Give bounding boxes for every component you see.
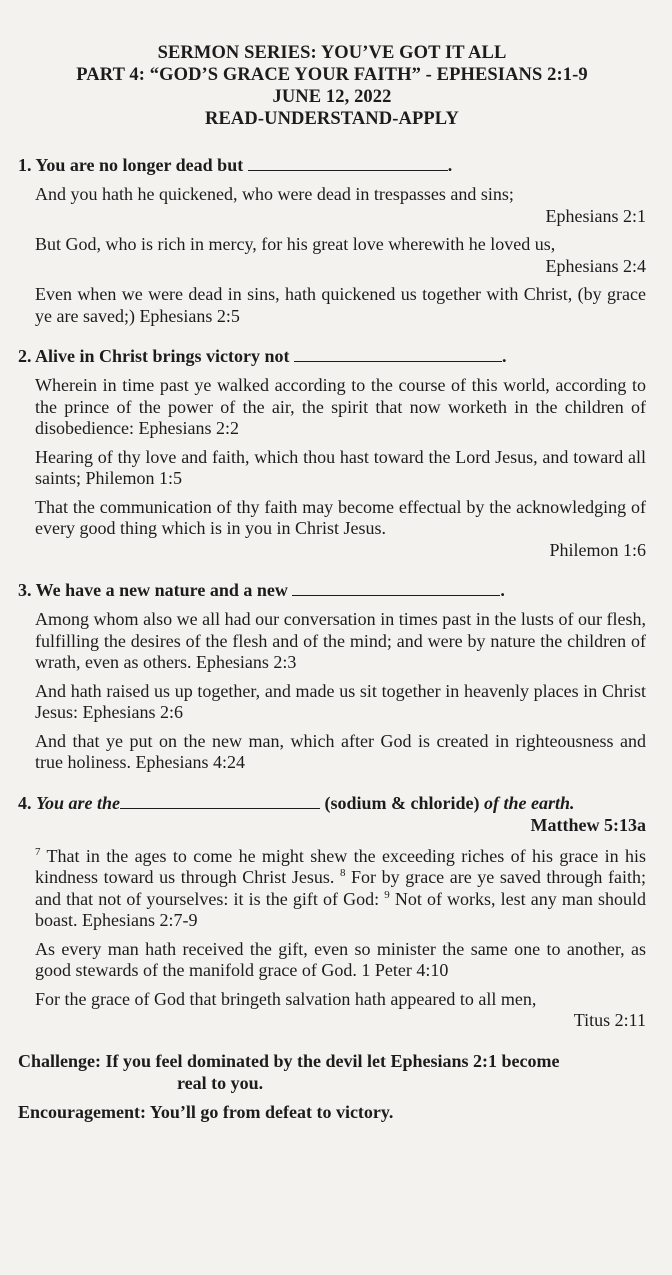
closing	[18, 1050, 646, 1123]
verse-text: As every man hath received the gift, even so minister the same one to another, as good stewards of the manifold grace of God. 1 Peter 4:10	[35, 938, 646, 980]
encouragement: Encouragement: You’ll go from defeat to victory.	[18, 1101, 394, 1122]
verse	[35, 846, 646, 932]
period: .	[447, 155, 453, 175]
verse	[35, 234, 646, 277]
verse-ref: Ephesians 2:1	[545, 205, 646, 226]
page-header	[18, 42, 646, 130]
point-4-hint: (sodium & chloride)	[324, 792, 480, 813]
point-2-text: 2. Alive in Christ brings victory not	[18, 346, 290, 366]
verse	[35, 375, 646, 440]
verse-ref: Matthew 5:13a	[530, 814, 646, 835]
verse-text: And hath raised us up together, and made us sit together in heavenly places in Christ Jesus: Ephesians 2:6	[35, 680, 646, 722]
point-4-heading	[18, 792, 646, 836]
part-title: PART 4: “GOD’S GRACE YOUR FAITH” - EPHESIANS 2:1-9	[76, 65, 588, 85]
fill-in-blank[interactable]	[294, 347, 502, 362]
verse-ref: Titus 2:11	[573, 1010, 646, 1030]
verse	[35, 731, 646, 774]
verse-number: 9	[384, 888, 390, 901]
point-2	[18, 345, 646, 561]
verse-text: Hearing of thy love and faith, which thou hast toward the Lord Jesus, and toward all saints; Philemon 1:5	[35, 446, 646, 488]
verse	[35, 284, 646, 327]
point-4-text-end: of the earth.	[484, 792, 575, 813]
verse-text: And that ye put on the new man, which after God is created in righteousness and true holiness. Ephesians 4:24	[35, 730, 646, 772]
point-2-heading	[18, 345, 646, 367]
fill-in-blank[interactable]	[120, 794, 320, 809]
verse-ref: Philemon 1:6	[549, 539, 646, 560]
verse	[35, 939, 646, 982]
verse-text: Among whom also we all had our conversation in times past in the lusts of our flesh, fulfilling the desires of the flesh and of the mind; and were by nature the children of wrath, even as others. Ephesians 2:3	[35, 609, 646, 672]
challenge-text-cont: real to you.	[177, 1072, 264, 1093]
point-3-heading	[18, 579, 646, 601]
verse-text: For by grace are ye saved through faith; and that not of yourselves: it is the gift of God:	[35, 867, 646, 909]
point-4	[18, 792, 646, 1032]
point-1	[18, 154, 646, 327]
verse-text: But God, who is rich in mercy, for his great love wherewith he loved us,	[35, 234, 556, 254]
challenge-text: Challenge: If you feel dominated by the devil let Ephesians 2:1 become	[18, 1050, 560, 1071]
point-1-text: 1. You are no longer dead but	[18, 155, 244, 175]
verse-number: 8	[339, 867, 346, 879]
series-title: SERMON SERIES: YOU’VE GOT IT ALL	[157, 43, 507, 63]
verse	[35, 497, 646, 562]
period: .	[500, 580, 505, 600]
period: .	[502, 346, 507, 366]
fill-in-blank[interactable]	[248, 156, 448, 171]
verse-text: Wherein in time past ye walked according to the course of this world, according to the prince of the power of the air, the spirit that now worketh in the children of disobedience: Ephesians 2:2	[35, 375, 646, 438]
verse	[35, 184, 646, 227]
verse	[35, 447, 646, 490]
verse-text: Not of works, lest any man should boast. Ephesians 2:7-9	[35, 888, 646, 930]
point-1-heading	[18, 154, 646, 176]
fill-in-blank[interactable]	[292, 581, 500, 596]
point-4-text: You are the	[36, 792, 121, 813]
verse	[35, 681, 646, 724]
verse-number: 7	[35, 845, 41, 858]
point-3-text: 3. We have a new nature and a new	[18, 580, 288, 600]
verse-text: That in the ages to come he might shew the exceeding riches of his grace in his kindness toward us through Christ Jesus.	[35, 845, 646, 887]
verse	[35, 609, 646, 674]
verse-text: That the communication of thy faith may become effectual by the acknowledging of every good thing which is in you in Christ Jesus.	[35, 496, 646, 538]
point-3	[18, 579, 646, 774]
point-4-number: 4.	[18, 792, 32, 813]
motto: READ-UNDERSTAND-APPLY	[205, 109, 459, 129]
verse	[35, 989, 646, 1032]
challenge	[18, 1050, 646, 1094]
verse-ref: Ephesians 2:4	[545, 255, 646, 276]
verse-text: Even when we were dead in sins, hath quickened us together with Christ, (by grace ye are saved;) Ephesians 2:5	[35, 284, 646, 326]
verse-text: For the grace of God that bringeth salvation hath appeared to all men,	[35, 988, 537, 1009]
sermon-date: JUNE 12, 2022	[272, 87, 392, 107]
verse-text: And you hath he quickened, who were dead in trespasses and sins;	[35, 184, 514, 204]
